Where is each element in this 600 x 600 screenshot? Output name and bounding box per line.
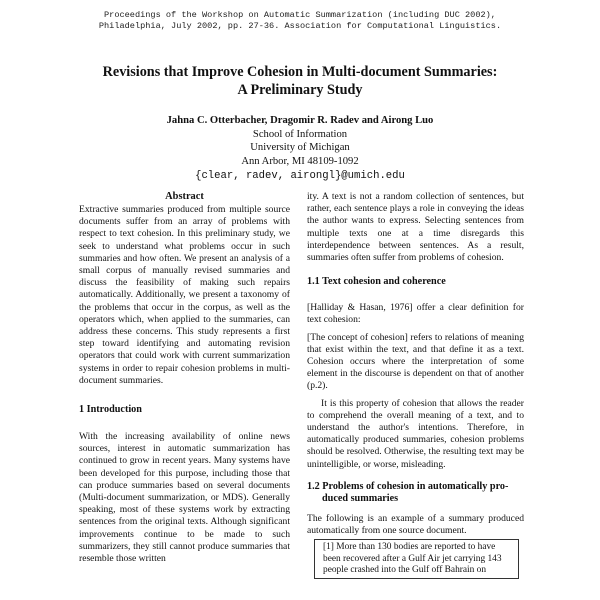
affiliation <box>0 128 600 168</box>
paper-title <box>0 64 600 99</box>
section-1-1-heading: 1.1 Text cohesion and coherence <box>307 276 446 288</box>
section-1-heading: 1 Introduction <box>79 404 142 416</box>
right-paragraph-2: [Halliday & Hasan, 1976] offer a clear definition for text cohesion: <box>307 302 524 326</box>
section-1-2-heading <box>307 481 524 505</box>
affiliation-university: University of Michigan <box>250 142 350 154</box>
right-paragraph-3: It is this property of cohesion that allows the reader to comprehend the overall meaning of a text, and to understand the author's intentions. Therefore, in automatically produced summaries, cohesion problems should be resolved. Otherwise, the resulting text may be unintelligible, or worse, misleading. <box>307 397 524 470</box>
section-1-2-heading-line-1: 1.2 Problems of cohesion in automatically pro- <box>307 480 509 492</box>
abstract-heading: Abstract <box>165 191 204 202</box>
title-line-2: A Preliminary Study <box>237 81 363 98</box>
abstract-text: Extractive summaries produced from multiple source documents suffer from an array of problems with respect to text cohesion. In this preliminary study, we seek to understand what problems occur in such summaries and how often. We present an analysis of a small corpus of manually revised summaries and discuss the feasibility of making such repairs automatically. Additionally, we present a taxonomy of the problems that occur in the corpus, as well as the operators which, when applied to the summaries, can address these concerns. This study represents a first step toward identifying and automating revision operators that could work with current summarization systems in order to repair cohesion problems in multi-document summaries. <box>79 204 290 386</box>
cohesion-quote: [The concept of cohesion] refers to relations of meaning that exist within the text, and that define it as a text. Cohesion occurs where the interpretation of some element in the discourse is dependent on that of another (p.2). <box>307 331 524 392</box>
example-summary-box: [1] More than 130 bodies are reported to have been recovered after a Gulf Air jet carrying 143 people crashed into the Gulf off Bahrain on <box>314 539 519 579</box>
section-1-2-heading-line-2: duced summaries <box>322 492 399 504</box>
right-column <box>307 191 524 579</box>
affiliation-school: School of Information <box>252 129 348 140</box>
author-email: {clear, radev, airongl}@umich.edu <box>195 170 405 182</box>
left-column <box>79 191 290 565</box>
right-paragraph-1: ity. A text is not a random collection of sentences, but rather, each sentence plays a role in conveying the ideas the author wants to express. Selecting sentences from multiple texts one at a time disregards this interdependence between sentences. As a result, summaries often suffer from problems of cohesion. <box>307 191 524 264</box>
affiliation-city: Ann Arbor, MI 48109-1092 <box>241 155 359 167</box>
right-paragraph-4: The following is an example of a summary produced automatically from one source document. <box>307 512 524 537</box>
proceedings-note <box>0 10 600 31</box>
proceedings-line-1: Proceedings of the Workshop on Automatic Summarization (including DUC 2002), <box>104 10 496 20</box>
author-list: Jahna C. Otterbacher, Dragomir R. Radev and Airong Luo <box>166 115 434 126</box>
title-line-1: Revisions that Improve Cohesion in Multi-document Summaries: <box>102 64 498 80</box>
proceedings-line-2: Philadelphia, July 2002, pp. 27-36. Association for Computational Linguistics. <box>98 20 502 31</box>
intro-paragraph: With the increasing availability of online news sources, interest in automatic summarization has continued to grow in recent years. Many systems have been developed for this purpose, including those that can produce summaries based on several documents (Multi-document summarization, or MDS). Generally speaking, most of these systems work by extracting sentences from the original texts. Although significant improvements continue to be made to such summarizers, they still cannot produce summaries that resemble those written <box>79 431 290 565</box>
